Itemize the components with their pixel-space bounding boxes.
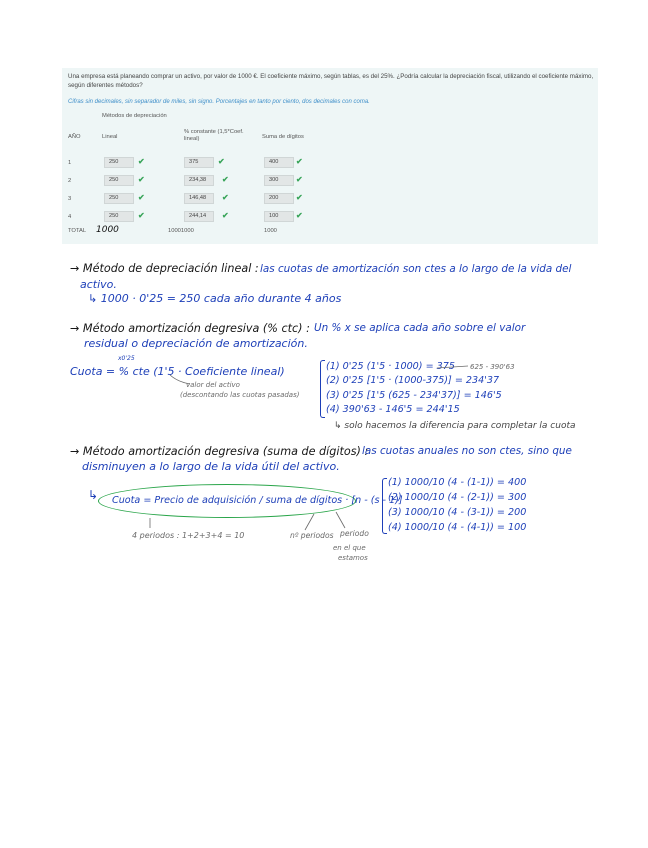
row-4-year: 4: [68, 214, 72, 220]
note-valor-activo-2: (descontando las cuotas pasadas): [180, 391, 300, 399]
note-periodos: 4 periodos : 1+2+3+4 = 10: [132, 531, 245, 540]
row-3-linear-input[interactable]: 250: [104, 193, 134, 204]
note-degresiva-title: → Método amortización degresiva (% ctc) :: [70, 322, 310, 335]
methods-group-header: Métodos de depreciación: [102, 113, 167, 119]
total-constant: 10001000: [168, 228, 194, 234]
row-3-constant-check-icon: ✔: [222, 193, 229, 202]
degresiva-line-1: (1) 0'25 (1'5 · 1000) = 375: [326, 361, 455, 372]
row-2-constant-input[interactable]: 234,38: [184, 175, 214, 186]
row-2-constant-check-icon: ✔: [222, 175, 229, 184]
row-2-year: 2: [68, 178, 72, 184]
row-1-constant-check-icon: ✔: [218, 157, 225, 166]
row-3-year: 3: [68, 196, 72, 202]
note-periodo: periodo: [340, 529, 369, 538]
periodo-pointer: [336, 512, 345, 528]
row-1-year: 1: [68, 160, 72, 166]
row-4-constant-input[interactable]: 244,14: [184, 211, 214, 222]
col-header-constant: % constante (1,5*Coef. lineal): [184, 129, 244, 142]
degresiva-line-2: (2) 0'25 [1'5 · (1000-375)] = 234'37: [326, 375, 500, 386]
answer-format-hint: Cifras sin decimales, sin separador de miles, sin signo. Porcentajes en tanto por ciento, dos decimales con coma.: [68, 99, 370, 105]
note-lineal-text-2: activo.: [80, 278, 117, 291]
note-lineal-text: las cuotas de amortización son ctes a lo largo de la vida del: [260, 263, 572, 275]
note-periodo-sub: en el que: [333, 544, 366, 552]
row-4-linear-check-icon: ✔: [138, 211, 145, 220]
note-n-periodos: nº periodos: [290, 531, 334, 540]
row-1-linear-check-icon: ✔: [138, 157, 145, 166]
digitos-line-2: (2) 1000/10 (4 - (2-1)) = 300: [388, 492, 527, 503]
note-degresiva-text-2: residual o depreciación de amortización.: [84, 337, 308, 350]
degresiva-line-4: (4) 390'63 - 146'5 = 244'15: [326, 404, 460, 415]
degresiva-line-3: (3) 0'25 [1'5 (625 - 234'37)] = 146'5: [326, 390, 502, 401]
n-periodos-pointer: [305, 514, 314, 530]
row-1-digits-check-icon: ✔: [296, 157, 303, 166]
valor-activo-pointer: [170, 375, 190, 384]
note-digitos-arrow: ↳: [88, 488, 99, 502]
note-lineal-calc: ↳ 1000 · 0'25 = 250 cada año durante 4 años: [88, 292, 342, 305]
row-2-linear-check-icon: ✔: [138, 175, 145, 184]
digitos-line-1: (1) 1000/10 (4 - (1-1)) = 400: [388, 477, 527, 488]
question-text: Una empresa está planeando comprar un activo, por valor de 1000 €. El coeficiente máximo, según tablas, es del 25%. ¿Podría calcular la depreciación fiscal, utilizando el coeficiente máximo, según diferentes métodos?: [68, 73, 594, 89]
note-periodo-sub-2: estamos: [338, 554, 368, 562]
total-linear-handwritten: 1000: [96, 225, 119, 235]
note-digitos-title: → Método amortización degresiva (suma de dígitos) :: [70, 445, 369, 458]
col-header-year: AÑO: [68, 134, 81, 140]
digitos-line-4: (4) 1000/10 (4 - (4-1)) = 100: [388, 522, 527, 533]
note-side-calc: 625 - 390'63: [470, 363, 515, 371]
total-label: TOTAL: [68, 228, 87, 234]
total-digits: 1000: [264, 228, 277, 234]
side-calc-pointer: [437, 366, 468, 368]
row-4-constant-check-icon: ✔: [222, 211, 229, 220]
row-1-constant-input[interactable]: 375: [184, 157, 214, 168]
row-1-digits-input[interactable]: 400: [264, 157, 294, 168]
col-header-linear: Lineal: [102, 134, 118, 140]
note-lineal-title: → Método de depreciación lineal :: [70, 262, 259, 275]
note-diferencia: ↳ solo hacemos la diferencia para completar la cuota: [334, 421, 576, 431]
row-4-linear-input[interactable]: 250: [104, 211, 134, 222]
row-3-digits-input[interactable]: 200: [264, 193, 294, 204]
row-3-linear-check-icon: ✔: [138, 193, 145, 202]
row-2-linear-input[interactable]: 250: [104, 175, 134, 186]
note-x025: x0'25: [118, 355, 135, 362]
row-1-linear-input[interactable]: 250: [104, 157, 134, 168]
col-header-digits: Suma de dígitos: [262, 134, 304, 140]
row-2-digits-input[interactable]: 300: [264, 175, 294, 186]
note-valor-activo: valor del activo: [186, 381, 240, 389]
note-cuota-formula: Cuota = % cte (1'5 · Coeficiente lineal): [70, 365, 285, 378]
row-4-digits-input[interactable]: 100: [264, 211, 294, 222]
note-degresiva-text: Un % x se aplica cada año sobre el valor: [314, 322, 526, 334]
note-digitos-text: las cuotas anuales no son ctes, sino que: [362, 445, 572, 457]
row-4-digits-check-icon: ✔: [296, 211, 303, 220]
digitos-line-3: (3) 1000/10 (4 - (3-1)) = 200: [388, 507, 527, 518]
row-2-digits-check-icon: ✔: [296, 175, 303, 184]
row-3-constant-input[interactable]: 146,48: [184, 193, 214, 204]
note-digitos-text-2: disminuyen a lo largo de la vida útil del activo.: [82, 460, 340, 473]
note-digitos-formula: Cuota = Precio de adquisición / suma de dígitos · [n - (s - 1)]: [112, 495, 403, 506]
row-3-digits-check-icon: ✔: [296, 193, 303, 202]
